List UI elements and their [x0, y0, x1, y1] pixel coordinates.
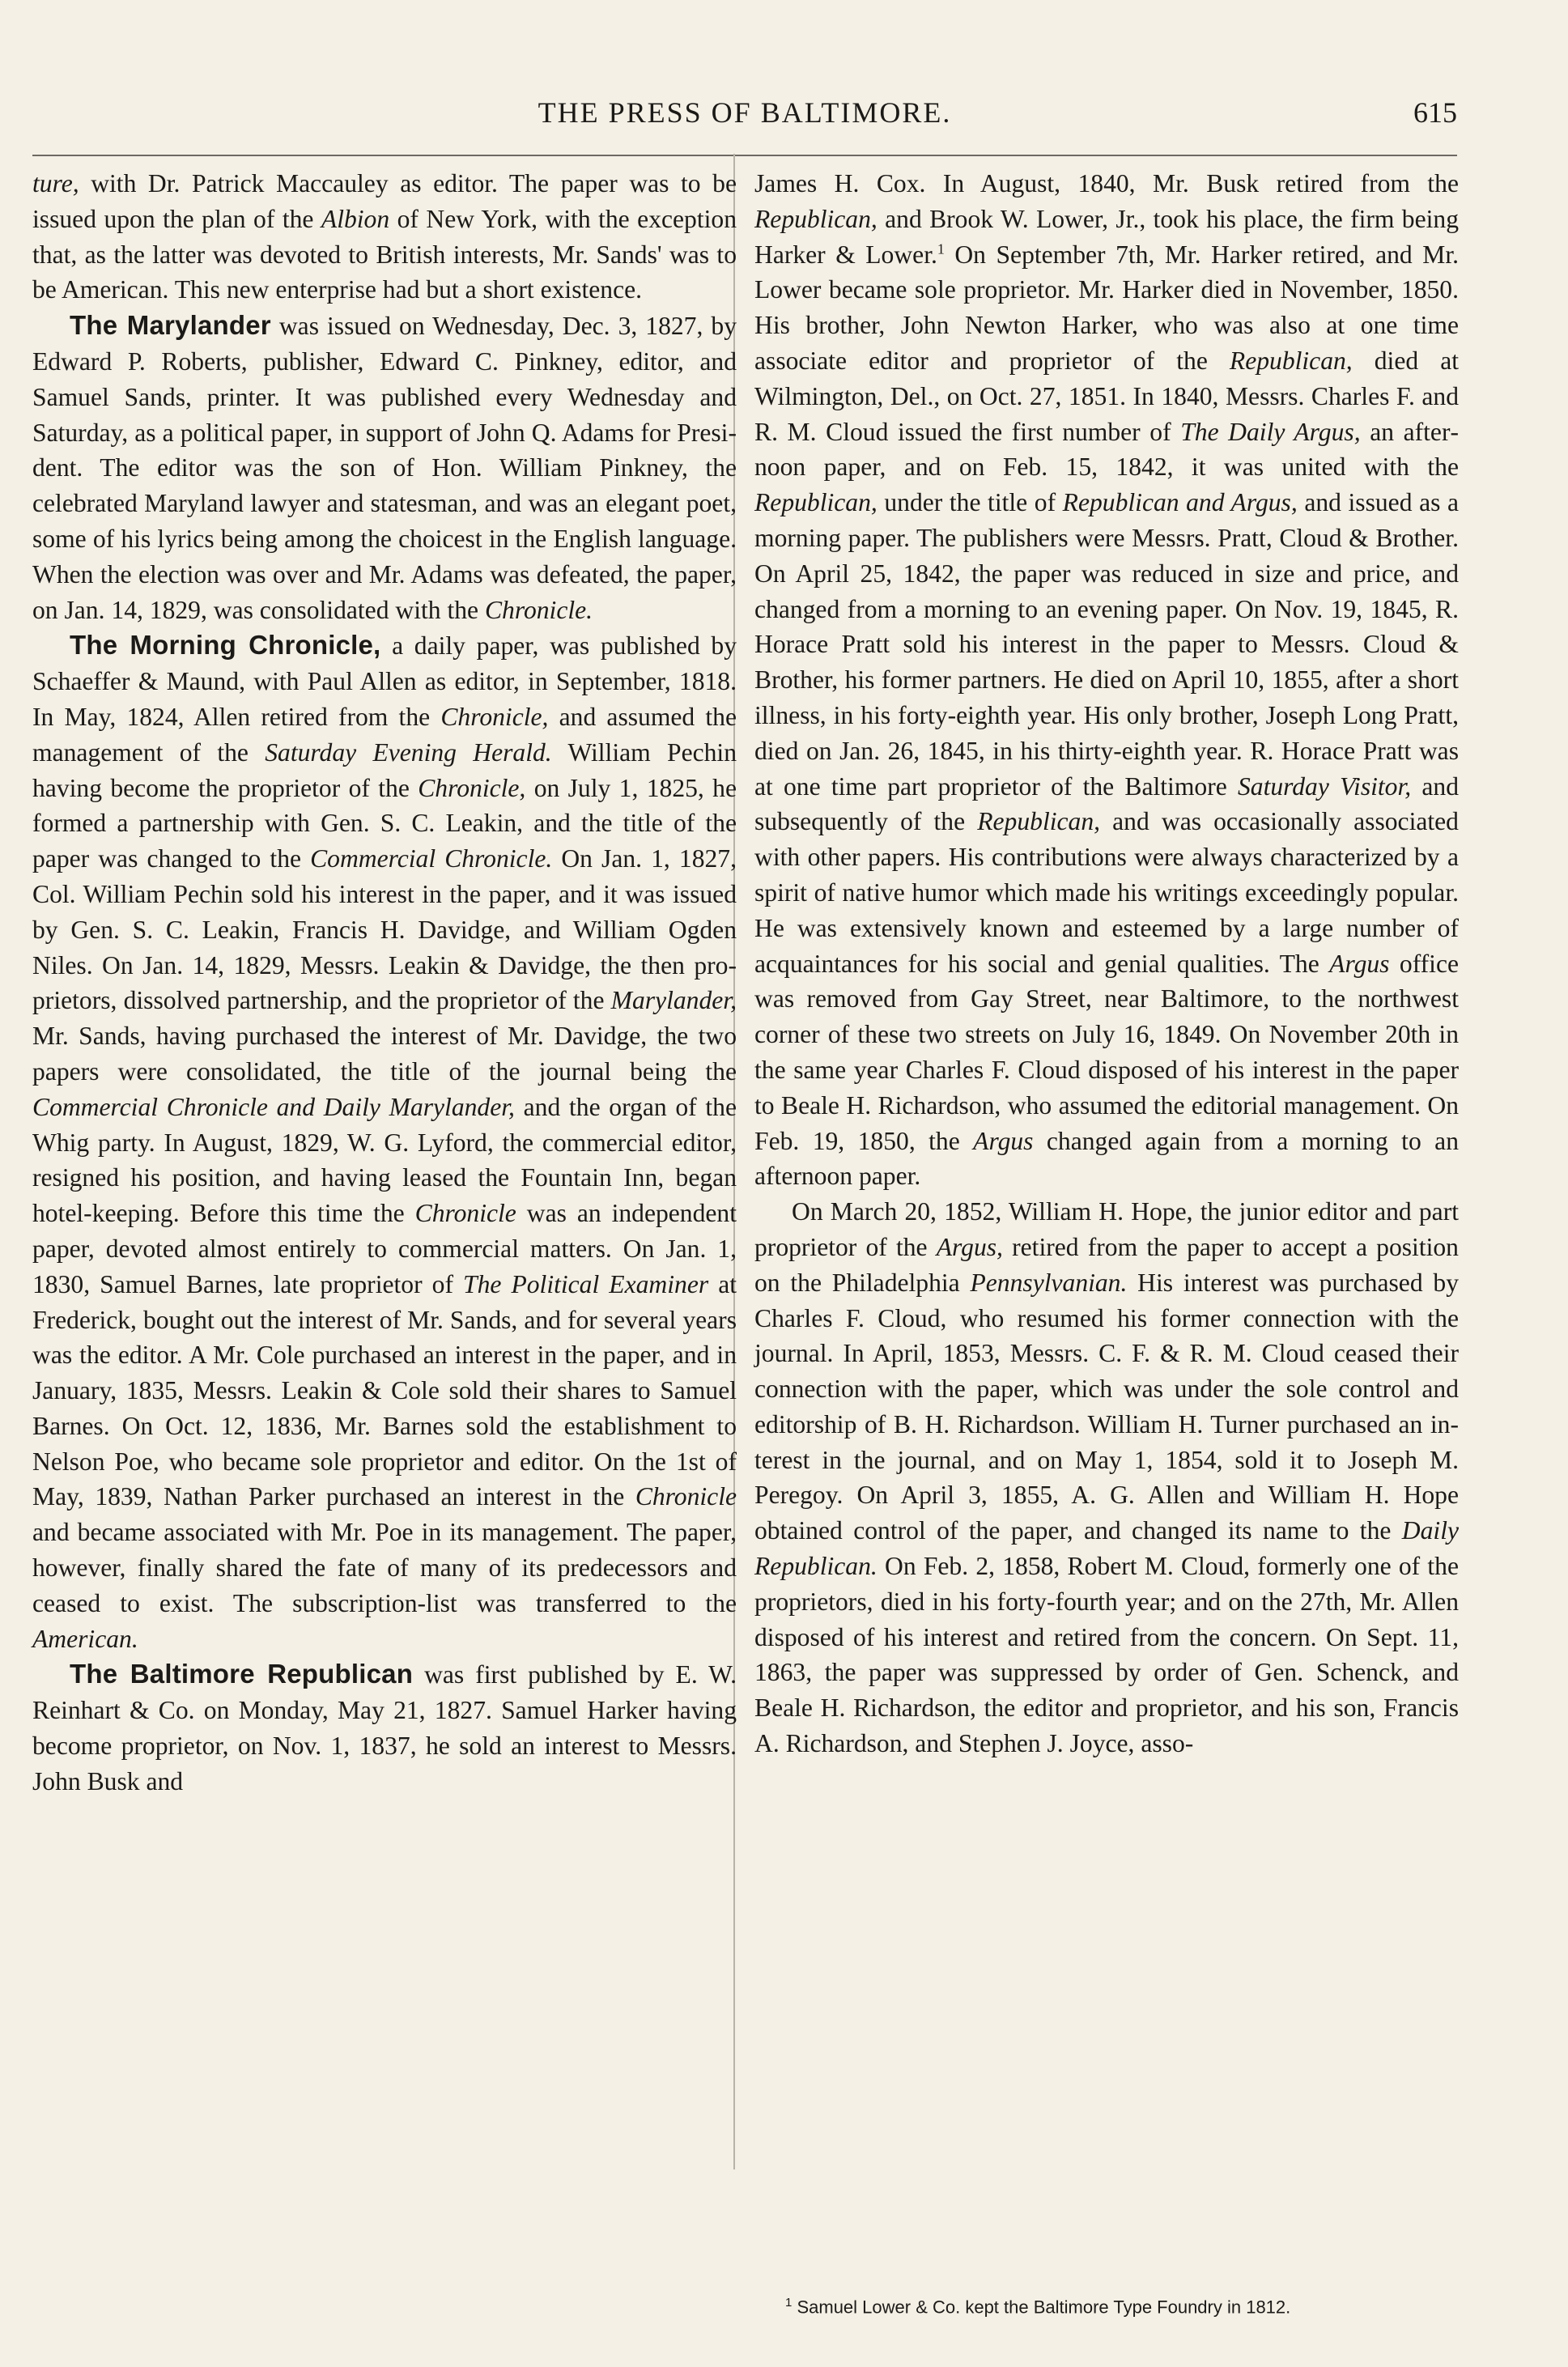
text-run: Mr. Sands, having purchased the interest of Mr. Davidge, the two papers were consolidated, the title of the journal being the — [32, 1022, 737, 1086]
text-run: was first published by E. W. Reinhart & Co. on Monday, May 21, 1827. Samuel Harker having become proprietor, on Nov. 1, 1837, he sold an interest to Messrs. John Busk and — [32, 1660, 737, 1795]
text-run: and the organ of the Whig party. In August, 1829, W. G. Lyford, the commercial editor, resigned his position, and having leased the Fountain Inn, began hotel-keeping. Before this time the — [32, 1092, 737, 1228]
text-run: was issued on Wednesday, Dec. 3, 1827, by Edward P. Roberts, publisher, Edward C. Pinkney, editor, and Samuel Sands, printer. It was published every Wednesday and Saturday, as a political paper, in support of John Q. Adams for President. The editor was the son of Hon. William Pinkney, the celebrated Maryland lawyer and statesman, and was an elegant poet, some of his lyrics being among the choicest in the English language. When the election was over and Mr. Adams was defeated, the paper, on Jan. 14, 1829, was consolidated with the — [32, 312, 737, 624]
text-run: His interest was purchased by Charles F. Cloud, who resumed his former connection with the journal. In April, 1853, Messrs. C. F. & R. M. Cloud ceased their connection with the paper, which was under the sole control and editorship of B. H. Richardson. William H. Turner purchased an interest in the journal, and on May 1, 1854, sold it to Joseph M. Peregoy. On April 3, 1855, A. G. Allen and William H. Hope obtained control of the paper, and changed its name to the — [754, 1268, 1459, 1545]
italic-text: Chronicle, — [418, 773, 526, 802]
italic-text: Argus, — [936, 1232, 1003, 1261]
running-title: THE PRESS OF BALTIMORE. — [538, 96, 952, 129]
paragraph-baltimore-republican — [32, 1656, 737, 1799]
italic-text: Republican, — [1229, 346, 1353, 375]
text-run: of New York, with the exception that, as the latter was devoted to British interests, Mr. Sands' was to be American. This new enterprise had but a short existence. — [32, 204, 737, 304]
text-run: changed again from a morning to an afternoon paper. — [754, 1126, 1459, 1191]
text-run: retired from the paper to accept a position on the Philadelphia — [754, 1232, 1459, 1297]
italic-text: The Daily Argus, — [1180, 417, 1361, 446]
italic-text: American. — [32, 1624, 138, 1653]
italic-text: Daily Republican. — [754, 1516, 1459, 1581]
text-run: and issued as a morning paper. The publishers were Messrs. Pratt, Cloud & Brother. On April 25, 1842, the paper was reduced in size and price, and changed from a morning to an evening paper. On Nov. 19, 1845, R. Horace Pratt sold his interest in the paper to Messrs. Cloud & Brother, his former partners. He died on April 10, 1855, after a short illness, in his forty-eighth year. His only brother, Joseph Long Pratt, died on Jan. 26, 1845, in his thirty-eighth year. R. Horace Pratt was at one time part proprietor of the Baltimore — [754, 488, 1459, 801]
italic-text: Saturday Evening Herald. — [265, 737, 552, 767]
italic-text: Chronicle — [635, 1482, 737, 1511]
text-run: and became associated with Mr. Poe in its management. The paper, however, finally shared the fate of many of its predecessors and ceased to exist. The subscription-list was transferred to the — [32, 1518, 737, 1617]
text-run: was an independent paper, devoted almost entirely to commercial matters. On Jan. 1, 1830, Samuel Barnes, late proprietor of — [32, 1199, 737, 1298]
paragraph-republican-continued — [754, 166, 1459, 1194]
italic-text: Argus — [973, 1126, 1034, 1155]
italic-text: Albion — [321, 204, 390, 233]
text-run: with Dr. Patrick Maccauley as editor. The paper was to be issued upon the plan of the — [32, 169, 737, 233]
right-column — [754, 166, 1459, 1761]
italic-text: Marylander, — [610, 986, 737, 1015]
paragraph-continuation — [32, 166, 737, 308]
text-run: and subsequently of the — [754, 771, 1459, 836]
section-lead: The Marylander — [70, 310, 271, 341]
section-lead: The Morning Chronicle, — [70, 630, 381, 661]
section-lead: The Baltimore Republican — [70, 1659, 414, 1689]
italic-text: Pennsylvanian. — [970, 1268, 1128, 1297]
paragraph-marylander — [32, 308, 737, 627]
text-run: and was occasionally associated with other papers. His contributions were always characterized by a spirit of native humor which made his writings exceedingly popular. He was extensively known and esteemed by a large number of acquaintances for his social and genial qualities. The — [754, 807, 1459, 978]
text-run: died at Wilmington, Del., on Oct. 27, 1851. In 1840, Messrs. Charles F. and R. M. Cloud issued the first number of — [754, 346, 1459, 446]
left-column — [32, 166, 737, 1800]
paragraph-argus — [754, 1194, 1459, 1761]
italic-text: Saturday Visitor, — [1237, 771, 1412, 801]
running-header — [32, 91, 1457, 139]
text-run: and Brook W. Lower, Jr., took his place, the firm being Harker & Lower. — [754, 204, 1459, 269]
footnote-text: Samuel Lower & Co. kept the Baltimore Type Foundry in 1812. — [792, 2297, 1291, 2318]
italic-text: Chronicle. — [484, 595, 593, 624]
text-run: a daily paper, was published by Schaeffer & Maund, with Paul Allen as editor, in September, 1818. In May, 1824, Allen retired from the — [32, 631, 737, 731]
italic-text: Chronicle — [414, 1199, 516, 1228]
text-run: an afternoon paper, and on Feb. 15, 1842, it was united with the — [754, 417, 1459, 482]
header-rule — [32, 155, 1457, 156]
text-run: James H. Cox. In August, 1840, Mr. Busk retired from the — [754, 169, 1459, 198]
text-run: On March 20, 1852, William H. Hope, the junior editor and part proprietor of the — [754, 1197, 1459, 1261]
text-run: On September 7th, Mr. Harker retired, and Mr. Lower became sole proprietor. Mr. Harker died in November, 1850. His brother, John Newton Harker, who was also at one time associate editor and proprietor of the — [754, 240, 1459, 375]
italic-text: Commercial Chronicle and Daily Marylander, — [32, 1092, 515, 1121]
text-run: On Feb. 2, 1858, Robert M. Cloud, formerly one of the proprietors, died in his forty-fourth year; and on the 27th, Mr. Allen disposed of his interest and retired from the concern. On Sept. 11, 1863, the paper was suppressed by order of Gen. Schenck, and Beale H. Richardson, the editor and proprietor, and his son, Francis A. Richardson, and Stephen J. Joyce, asso- — [754, 1552, 1459, 1758]
text-run: at Frederick, bought out the interest of Mr. Sands, and for several years was the editor. A Mr. Cole purchased an interest in the paper, and in January, 1835, Messrs. Leakin & Cole sold their shares to Samuel Barnes. On Oct. 12, 1836, Mr. Barnes sold the establishment to Nelson Poe, who became sole proprietor and editor. On the 1st of May, 1839, Nathan Parker purchased an interest in the — [32, 1269, 737, 1511]
italic-text: Republican, — [977, 807, 1101, 836]
italic-text: ture, — [32, 169, 79, 198]
italic-text: Republican, — [754, 204, 877, 233]
text-run: under the title of — [877, 488, 1063, 517]
footnote-number: 1 — [785, 2296, 792, 2310]
italic-text: Republican, — [754, 488, 877, 517]
paragraph-morning-chronicle — [32, 627, 737, 1656]
footnote-reference[interactable]: 1 — [937, 240, 945, 257]
italic-text: Argus — [1329, 949, 1390, 978]
text-run: On Jan. 1, 1827, Col. William Pechin sold his interest in the paper, and it was issued by Gen. S. C. Leakin, Francis H. Davidge, and William Ogden Niles. On Jan. 14, 1829, Messrs. Leakin & Davidge, the then proprietors, dissolved partnership, and the proprietor of the — [32, 844, 737, 1015]
italic-text: Commercial Chronicle. — [310, 844, 553, 873]
italic-text: Republican and Argus, — [1062, 488, 1298, 517]
text-run: William Pechin having become the proprietor of the — [32, 737, 737, 802]
footnote-rule — [754, 2254, 1568, 2255]
text-run: on July 1, 1825, he formed a partnership with Gen. S. C. Leakin, and the title of the paper was changed to the — [32, 773, 737, 873]
text-run: office was removed from Gay Street, near Baltimore, to the northwest corner of these two streets on July 16, 1849. On November 20th in the same year Charles F. Cloud disposed of his interest in the paper to Beale H. Richardson, who assumed the editorial management. On Feb. 19, 1850, the — [754, 949, 1459, 1155]
italic-text: Chronicle, — [440, 702, 549, 731]
page-number: 615 — [1413, 96, 1457, 129]
text-run: and assumed the management of the — [32, 702, 737, 767]
footnote — [785, 2292, 1457, 2318]
italic-text: The Political Examiner — [463, 1269, 709, 1298]
